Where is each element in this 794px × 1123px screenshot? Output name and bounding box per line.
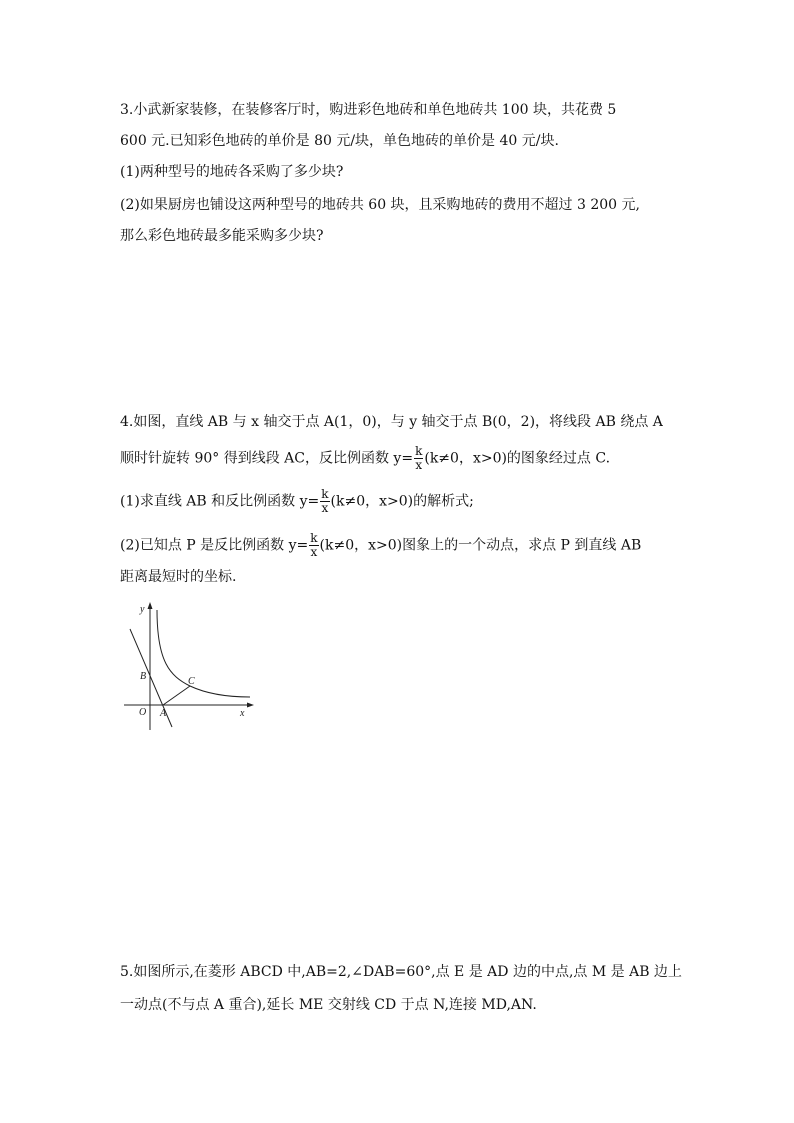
q4-line2 <box>120 445 610 472</box>
point-a-label: A <box>160 708 167 719</box>
q3-line1: 3.小武新家装修，在装修客厅时，购进彩色地砖和单色地砖共 100 块，共花费 5 <box>120 102 617 118</box>
point-c-label: C <box>188 676 195 687</box>
q3-line2: 600 元.已知彩色地砖的单价是 80 元/块，单色地砖的单价是 40 元/块. <box>120 133 559 149</box>
q4-part1-pre: (1)求直线 AB 和反比例函数 y= <box>120 493 320 510</box>
segment-ac <box>163 686 190 705</box>
q4-part2 <box>120 532 641 559</box>
point-b-label: B <box>140 671 147 682</box>
fraction-k-over-x: $\frac{k}{x}$ <box>310 531 318 559</box>
q4-line2-pre: 顺时针旋转 90° 得到线段 AC，反比例函数 y= <box>120 450 414 467</box>
origin-o-label: O <box>139 707 147 718</box>
x-axis-arrow <box>247 703 254 708</box>
q3-part1: (1)两种型号的地砖各采购了多少块? <box>120 164 344 180</box>
q4-part2-pre: (2)已知点 P 是反比例函数 y= <box>120 537 309 554</box>
fraction-k-over-x: $\frac{k}{x}$ <box>415 444 423 472</box>
function-graph-figure <box>122 602 262 732</box>
y-axis-arrow <box>148 602 153 609</box>
fraction-k-over-x: $\frac{k}{x}$ <box>321 487 329 515</box>
q4-line1: 4.如图，直线 AB 与 x 轴交于点 A(1，0)，与 y 轴交于点 B(0，2)，将线段 AB 绕点 A <box>120 414 663 430</box>
q5-line2: 一动点(不与点 A 重合),延长 ME 交射线 CD 于点 N,连接 MD,AN. <box>120 997 537 1013</box>
x-axis-label: x <box>240 708 245 719</box>
q3-part2-line2: 那么彩色地砖最多能采购多少块? <box>120 228 324 244</box>
q4-part2-line2: 距离最短时的坐标. <box>120 569 237 585</box>
q3-part2-line1: (2)如果厨房也铺设这两种型号的地砖共 60 块，且采购地砖的费用不超过 3 200 元, <box>120 197 640 213</box>
q5-line1: 5.如图所示,在菱形 ABCD 中,AB=2,∠DAB=60°,点 E 是 AD 边的中点,点 M 是 AB 边上 <box>120 964 682 980</box>
hyperbola-curve <box>157 610 250 697</box>
q4-part1-post: (k≠0，x>0)的解析式; <box>330 493 474 510</box>
q4-part1 <box>120 488 474 515</box>
q4-part2-post: (k≠0，x>0)图象上的一个动点，求点 P 到直线 AB <box>319 537 642 554</box>
q4-line2-post: (k≠0，x>0)的图象经过点 C. <box>424 450 611 467</box>
y-axis-label: y <box>140 604 145 615</box>
